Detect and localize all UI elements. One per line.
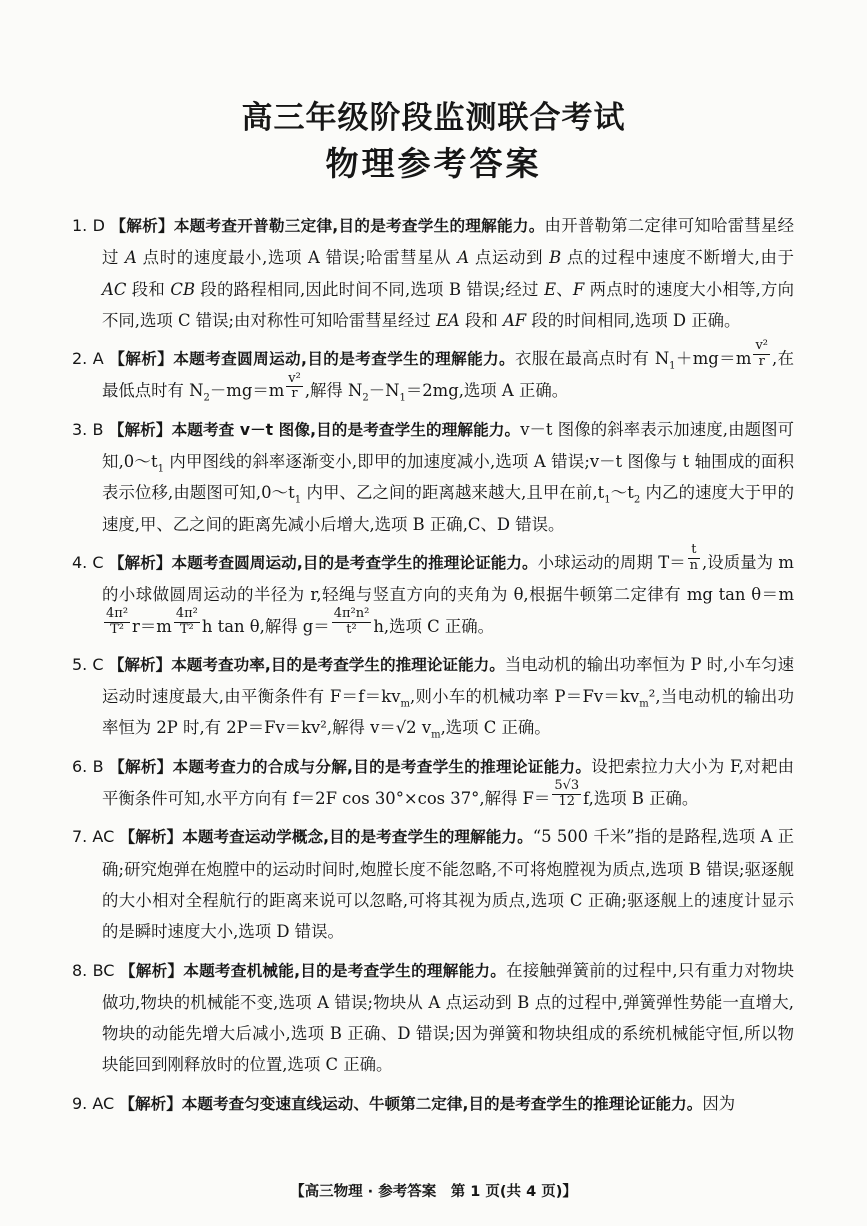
answer-item-9 (72, 1088, 794, 1120)
text: 当电动机的输出功率恒为 P 时,小车匀速运动时速度最大,由平衡条件有 F＝f＝kv (102, 654, 794, 707)
analysis-tag: 【解析】 (108, 655, 172, 674)
fraction: $\frac{\text{v²}}{r}$ (755, 338, 769, 370)
fraction: $\frac{\text{4π²n²}}{\text{t²}}$ (333, 605, 370, 637)
answer-item-3 (72, 414, 794, 540)
subscript: 2 (633, 494, 641, 506)
analysis-lead: 本题考查功率,目的是考查学生的推理论证能力。 (171, 655, 505, 674)
answer-item-6 (72, 751, 794, 815)
var: AF (502, 310, 527, 330)
answer-item-5 (72, 649, 794, 744)
subscript: 1 (157, 463, 164, 475)
answer-item-2 (72, 338, 794, 407)
analysis-lead: 本题考查匀变速直线运动、牛顿第二定律,目的是考查学生的推理论证能力。 (181, 1094, 703, 1113)
text: 在接触弹簧前的过程中,只有重力对物块做功,物块的机械能不变,选项 A 错误;物块从 A 点运动到 B 点的过程中,弹簧弹性势能一直增大,物块的动能先增大后减小,选项 B 正确、D 错误;因为弹簧和物块组成的系统机械能守恒,所以物块能回到刚释放时的位置,选项 C 正确。 (102, 960, 794, 1075)
text: ,在最低点时有 N (102, 349, 794, 401)
text: “5 500 千米”指的是路程,选项 A 正确;研究炮弹在炮膛中的运动时间时,炮膛长度不能忽略,不可将炮膛视为质点,选项 B 错误;驱逐舰的大小相对全程航行的距离来说可以忽略,可将其视为质点,选项 C 正确;驱逐舰上的速度计显示的是瞬时速度大小,选项 D 错误。 (102, 827, 795, 942)
text: 由开普勒第二定律可知哈雷彗星经过 (102, 216, 794, 268)
analysis-tag: 【解析】 (109, 350, 174, 369)
answer-number: 5. C (72, 654, 104, 674)
answer-number: 8. BC (72, 960, 115, 980)
text: 内乙的速度大于甲的速度,甲、乙之间的距离先减小后增大,选项 B 正确,C、D 错误。 (102, 483, 795, 534)
var: B (549, 248, 562, 268)
var: A (457, 248, 470, 268)
analysis-lead: 本题考查运动学概念,目的是考查学生的理解能力。 (182, 828, 533, 847)
text: r＝m (132, 616, 172, 636)
text: 设把索拉力大小为 F,对耙由平衡条件可知,水平方向有 f＝2F cos 30°×cos 37°,解得 F＝ (102, 756, 794, 809)
text: 点的过程中速度不断增大,由于 (561, 248, 795, 268)
analysis-lead: 本题考查力的合成与分解,目的是考查学生的推理论证能力。 (172, 757, 592, 776)
answer-item-7 (72, 821, 794, 947)
text: 两点时的速度大小相等,方向不同,选项 C 错误;由对称性可知哈雷彗星经过 (102, 279, 795, 330)
subscript: m (639, 698, 649, 710)
text: 段和 (126, 279, 171, 299)
text: ＋mg＝m (675, 349, 752, 369)
var: EA (435, 310, 460, 330)
fraction: $\frac{\text{4π²}}{\text{T²}}$ (175, 605, 198, 637)
text: 段的时间相同,选项 D 正确。 (526, 310, 741, 330)
text: 、 (556, 279, 573, 299)
analysis-lead: 本题考查机械能,目的是考查学生的理解能力。 (183, 961, 507, 980)
answer-number: 9. AC (72, 1093, 115, 1113)
var: CB (170, 279, 196, 299)
text: －mg＝m (209, 381, 285, 401)
text: 段的路程相同,因此时间不同,选项 B 错误;经过 (195, 279, 545, 299)
analysis-lead: 本题考查开普勒三定律,目的是考查学生的理解能力。 (173, 217, 545, 235)
subscript: 1 (294, 494, 302, 506)
text: h,选项 C 正确。 (373, 616, 494, 636)
analysis-tag: 【解析】 (119, 828, 183, 847)
analysis-tag: 【解析】 (119, 1094, 182, 1113)
subscript: 1 (399, 392, 406, 404)
fraction: $\frac{5√3}{12}$ (554, 778, 580, 810)
var: AC (102, 279, 127, 299)
page-footer: 【高三物理 · 参考答案 第 1 页(共 4 页)】 (290, 1184, 577, 1200)
text: 段和 (459, 310, 503, 330)
answer-item-4 (72, 542, 794, 642)
var: E (544, 279, 557, 299)
answer-number: 1. D (72, 216, 105, 235)
text: ,设质量为 m 的小球做圆周运动的半径为 r,轻绳与竖直方向的夹角为 θ,根据牛顿第二定律有 mg tan θ＝m (102, 552, 794, 605)
var: F (572, 279, 585, 299)
analysis-lead: 本题考查圆周运动,目的是考查学生的推理论证能力。 (171, 553, 538, 572)
exam-subtitle: 物理参考答案 (325, 144, 542, 183)
text: ²,当电动机的输出功率恒为 2P 时,有 2P＝Fv＝kv²,解得 v＝√2 v (102, 687, 794, 738)
text: f,选项 B 正确。 (583, 789, 699, 809)
text: ～t (610, 483, 634, 503)
answer-item-1 (72, 210, 794, 336)
text: h tan θ,解得 g＝ (201, 616, 330, 636)
analysis-tag: 【解析】 (108, 420, 172, 439)
fraction: $\frac{\text{4π²}}{\text{T²}}$ (106, 605, 129, 637)
answer-number: 7. AC (72, 827, 115, 847)
analysis-lead: 本题考查圆周运动,目的是考查学生的理解能力。 (173, 350, 516, 369)
analysis-tag: 【解析】 (108, 553, 172, 572)
analysis-lead: 本题考查 v－t 图像,目的是考查学生的理解能力。 (171, 420, 521, 439)
text: 因为 (702, 1093, 736, 1113)
subscript: m (400, 698, 410, 710)
text: 小球运动的周期 T＝ (537, 552, 686, 572)
text: ＝2mg,选项 A 正确。 (405, 381, 569, 401)
answer-number: 2. A (72, 349, 104, 369)
text: 内甲图线的斜率逐渐变小,即甲的加速度减小,选项 A 错误;v－t 图像与 t 轴围成的面积表示位移,由题图可知,0～t (102, 452, 794, 503)
text: ,则小车的机械功率 P＝Fv＝kv (409, 687, 640, 707)
subscript: 2 (203, 392, 210, 404)
text: 点运动到 (469, 248, 550, 268)
answer-item-8 (72, 955, 794, 1081)
subscript: 2 (362, 392, 369, 404)
subscript: m (431, 729, 441, 741)
answer-number: 3. B (72, 419, 104, 439)
answer-number: 6. B (72, 756, 104, 776)
text: 衣服在最高点时有 N (515, 349, 670, 369)
analysis-tag: 【解析】 (109, 757, 173, 776)
analysis-tag: 【解析】 (119, 961, 184, 980)
exam-title: 高三年级阶段监测联合考试 (241, 100, 626, 136)
text: ,解得 N (304, 381, 363, 401)
fraction: $\frac{\text{v²}}{r}$ (288, 370, 301, 402)
answer-list (72, 210, 794, 1127)
fraction: $\frac{t}{n}$ (689, 542, 699, 573)
text: ,选项 C 正确。 (440, 718, 551, 738)
analysis-tag: 【解析】 (110, 217, 174, 235)
text: v－t 图像的斜率表示加速度,由题图可知,0～t (102, 419, 794, 472)
subscript: 1 (604, 494, 611, 506)
answer-number: 4. C (72, 552, 104, 572)
text: 内甲、乙之间的距离越来越大,且甲在前,t (301, 483, 605, 503)
subscript: 1 (669, 360, 676, 372)
var: A (124, 248, 137, 268)
text: －N (368, 381, 400, 401)
text: 点时的速度最小,选项 A 错误;哈雷彗星从 (136, 248, 458, 268)
